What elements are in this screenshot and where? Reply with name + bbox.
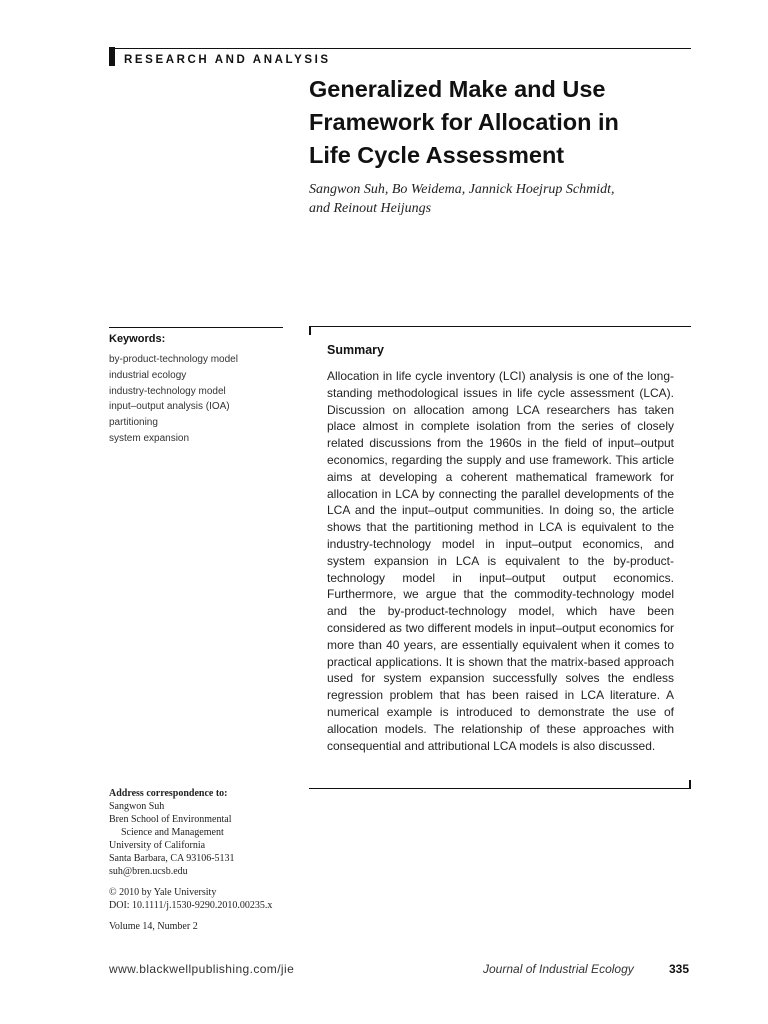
correspondence-heading: Address correspondence to: [109, 788, 228, 799]
article-title [309, 73, 709, 172]
summary-bottom-rule [309, 788, 691, 789]
author-line: Sangwon Suh, Bo Weidema, Jannick Hoejrup Schmidt, [309, 182, 615, 197]
keywords-heading: Keywords: [109, 333, 166, 345]
author-line: and Reinout Heijungs [309, 201, 432, 216]
correspondence-university: University of California [109, 840, 206, 851]
correspondence-dept-cont: Science and Management [121, 827, 224, 838]
keyword-item: by-product-technology model [109, 354, 238, 365]
keyword-item: system expansion [109, 432, 190, 444]
section-marker-bar [109, 47, 115, 66]
summary-body: Allocation in life cycle inventory (LCI) analysis is one of the long-standing methodological issues in life cycle assessment (LCA). Discussion on allocation among LCA researchers has taken place almost in complete isolation from the series of closely related discussions from the 1960s in the field of input–output economics, regarding the supply and use framework. This article aims at developing a coherent mathematical framework for allocation in LCA by connecting the parallel developments of the LCA and the input–output communities. In doing so, the article shows that the partitioning method in LCA is equivalent to the industry-technology model in input–output economics, and system expansion in LCA is equivalent to the by-product-technology model in input–output output economics. Furthermore, we argue that the commodity-technology model and the by-product-technology model, which have been considered as two different models in input–output economics for more than 40 years, are essentially equivalent when it comes to practical applications. It is shown that the matrix-based approach used for system expansion successfully solves the endless regression problem that has been raised in LCA literature. A numerical example is introduced to demonstrate the use of allocation models. The relationship of these approaches with consequential and attributional LCA models is also discussed. [327, 369, 674, 753]
keywords-list [109, 352, 299, 447]
author-list [309, 180, 699, 218]
keywords-rule [109, 327, 283, 328]
footer-url[interactable]: www.blackwellpublishing.com/jie [109, 962, 295, 976]
correspondence-email[interactable]: suh@bren.ucsb.edu [109, 866, 188, 877]
keyword-item: industrial ecology [109, 369, 187, 381]
title-line: Life Cycle Assessment [309, 142, 565, 168]
doi[interactable]: DOI: 10.1111/j.1530-9290.2010.00235.x [109, 900, 273, 911]
keyword-item: industry-technology model [109, 385, 226, 397]
summary-top-rule [309, 326, 691, 327]
correspondence-name: Sangwon Suh [109, 801, 165, 812]
correspondence-city: Santa Barbara, CA 93106-5131 [109, 853, 235, 864]
correspondence-block [109, 787, 299, 933]
keyword-item: partitioning [109, 417, 158, 429]
copyright-notice: © 2010 by Yale University [109, 887, 217, 898]
section-label: RESEARCH AND ANALYSIS [124, 54, 331, 66]
volume-info: Volume 14, Number 2 [109, 921, 198, 932]
correspondence-dept: Bren School of Environmental [109, 814, 232, 825]
summary-bottom-tick [689, 780, 691, 789]
keyword-item: input–output analysis (IOA) [109, 401, 230, 413]
title-line: Generalized Make and Use [309, 76, 606, 102]
title-line: Framework for Allocation in [309, 109, 619, 135]
summary-top-tick [309, 326, 311, 335]
footer-journal: Journal of Industrial Ecology [483, 962, 634, 976]
section-rule [115, 48, 691, 49]
summary-heading: Summary [327, 343, 384, 357]
page-number: 335 [669, 962, 690, 976]
